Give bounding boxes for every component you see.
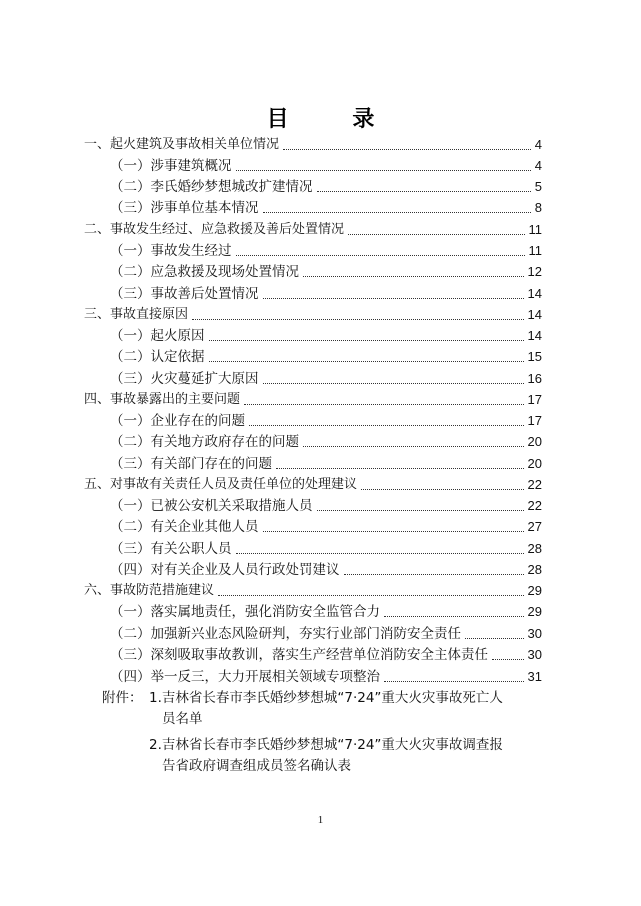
toc-entry[interactable] <box>84 474 542 494</box>
toc-entry[interactable] <box>110 346 542 366</box>
leader-dots <box>263 383 524 384</box>
toc-entry-page: 5 <box>534 179 542 194</box>
toc-entry[interactable] <box>84 389 542 409</box>
toc-entry-page: 30 <box>527 626 542 641</box>
toc-entry-page: 31 <box>527 669 542 684</box>
toc-entry[interactable] <box>110 261 542 281</box>
toc-entry-page: 30 <box>527 647 542 662</box>
leader-dots <box>276 468 524 469</box>
toc-entry-page: 16 <box>527 371 542 386</box>
toc-entry[interactable] <box>110 538 542 558</box>
toc-entry-page: 27 <box>527 519 542 534</box>
toc-entry-label: （三）事故善后处置情况 <box>110 286 259 302</box>
toc-entry[interactable] <box>84 134 542 154</box>
toc-entry-label: 四、事故暴露出的主要问题 <box>84 392 241 407</box>
toc-entry-page: 14 <box>527 328 542 343</box>
toc-entry-page: 17 <box>527 413 542 428</box>
toc-entry-label: 六、事故防范措施建议 <box>84 583 215 598</box>
toc-entry-label: （三）有关公职人员 <box>110 541 232 557</box>
toc-entry-label: （一）起火原因 <box>110 328 205 344</box>
toc-entry[interactable] <box>110 283 542 303</box>
toc-entry-label: （二）加强新兴业态风险研判，夯实行业部门消防安全责任 <box>110 626 461 642</box>
toc-entry-label: （一）落实属地责任，强化消防安全监管合力 <box>110 604 380 620</box>
leader-dots <box>465 638 524 639</box>
toc-entry-label: （二）认定依据 <box>110 349 205 365</box>
toc-entry-label: （一）已被公安机关采取措施人员 <box>110 498 313 514</box>
toc-entry-page: 4 <box>534 137 542 152</box>
toc-entry-page: 28 <box>527 541 542 556</box>
toc-entry[interactable] <box>110 240 542 260</box>
leader-dots <box>192 319 524 320</box>
leader-dots <box>361 489 524 490</box>
toc-entry-label: （三）涉事单位基本情况 <box>110 200 259 216</box>
toc-entry[interactable] <box>110 325 542 345</box>
toc-entry-label: 一、起火建筑及事故相关单位情况 <box>84 137 280 152</box>
leader-dots <box>283 149 531 150</box>
toc-entry[interactable] <box>110 644 542 664</box>
toc-entry-label: （二）有关企业其他人员 <box>110 519 259 535</box>
toc-entry[interactable] <box>110 495 542 515</box>
toc-entry[interactable] <box>84 304 542 324</box>
toc-entry-label: （一）事故发生经过 <box>110 243 232 259</box>
toc-entry-page: 11 <box>528 243 542 258</box>
toc-entry[interactable] <box>110 176 542 196</box>
toc-entry-page: 29 <box>527 583 542 598</box>
leader-dots <box>263 298 524 299</box>
toc-entry-label: 三、事故直接原因 <box>84 307 189 322</box>
attachment-line: 2.吉林省长春市李氏婚纱梦想城“7·24”重大火灾事故调查报 <box>149 737 503 753</box>
leader-dots <box>209 340 524 341</box>
leader-dots <box>303 446 524 447</box>
toc-entry-label: （二）李氏婚纱梦想城改扩建情况 <box>110 179 313 195</box>
leader-dots <box>317 510 524 511</box>
leader-dots <box>492 659 524 660</box>
leader-dots <box>249 425 524 426</box>
toc-entry-label: （二）应急救援及现场处置情况 <box>110 264 299 280</box>
toc-entry-page: 15 <box>527 349 542 364</box>
toc-entry-label: （二）有关地方政府存在的问题 <box>110 434 299 450</box>
toc-entry[interactable] <box>110 559 542 579</box>
toc-entry-page: 4 <box>534 158 542 173</box>
toc-entry-label: （四）对有关企业及人员行政处罚建议 <box>110 562 340 578</box>
attachment-item[interactable] <box>149 688 549 730</box>
toc-entry-page: 14 <box>527 307 542 322</box>
attachment-item[interactable] <box>149 735 549 777</box>
toc-entry-label: （三）火灾蔓延扩大原因 <box>110 371 259 387</box>
toc-entry[interactable] <box>110 453 542 473</box>
toc-entry-label: 五、对事故有关责任人员及责任单位的处理建议 <box>84 477 358 492</box>
toc-entry-page: 8 <box>534 200 542 215</box>
leader-dots <box>244 404 524 405</box>
leader-dots <box>236 170 531 171</box>
toc-entry-page: 14 <box>527 286 542 301</box>
leader-dots <box>384 681 524 682</box>
toc-entry[interactable] <box>110 368 542 388</box>
toc-entry-label: （四）举一反三，大力开展相关领域专项整治 <box>110 669 380 685</box>
leader-dots <box>236 553 524 554</box>
leader-dots <box>209 361 524 362</box>
leader-dots <box>384 616 524 617</box>
toc-title: 目 录 <box>266 107 403 132</box>
toc-entry[interactable] <box>110 623 542 643</box>
page-number: 1 <box>317 814 324 826</box>
toc-entry-page: 11 <box>528 222 542 237</box>
toc-entry-page: 20 <box>527 456 542 471</box>
attachments-label: 附件： <box>102 690 143 706</box>
toc-entry[interactable] <box>110 516 542 536</box>
leader-dots <box>218 595 524 596</box>
toc-entry-page: 22 <box>527 498 542 513</box>
toc-entry-label: （三）深刻吸取事故教训，落实生产经营单位消防安全主体责任 <box>110 647 488 663</box>
attachment-line: 告省政府调查组成员签名确认表 <box>162 758 351 774</box>
toc-entry[interactable] <box>110 410 542 430</box>
toc-entry-page: 20 <box>527 434 542 449</box>
toc-entry-label: （一）企业存在的问题 <box>110 413 245 429</box>
toc-entry[interactable] <box>110 666 542 686</box>
toc-entry[interactable] <box>110 197 542 217</box>
toc-entry[interactable] <box>110 431 542 451</box>
toc-entry-label: 二、事故发生经过、应急救援及善后处置情况 <box>84 222 345 237</box>
leader-dots <box>348 234 524 235</box>
toc-entry-page: 12 <box>527 264 542 279</box>
toc-entry-label: （三）有关部门存在的问题 <box>110 456 272 472</box>
leader-dots <box>344 574 524 575</box>
toc-entry-page: 22 <box>527 477 542 492</box>
leader-dots <box>303 276 524 277</box>
leader-dots <box>317 191 531 192</box>
leader-dots <box>236 255 525 256</box>
attachment-line: 员名单 <box>162 711 203 727</box>
leader-dots <box>263 531 524 532</box>
toc-entry[interactable] <box>110 601 542 621</box>
toc-entry[interactable] <box>84 580 542 600</box>
toc-entry[interactable] <box>84 219 542 239</box>
toc-entry-page: 29 <box>527 604 542 619</box>
leader-dots <box>263 212 531 213</box>
toc-entry-label: （一）涉事建筑概况 <box>110 158 232 174</box>
attachment-line: 1.吉林省长春市李氏婚纱梦想城“7·24”重大火灾事故死亡人 <box>149 690 503 706</box>
toc-entry[interactable] <box>110 155 542 175</box>
toc-entry-page: 17 <box>527 392 542 407</box>
toc-entry-page: 28 <box>527 562 542 577</box>
